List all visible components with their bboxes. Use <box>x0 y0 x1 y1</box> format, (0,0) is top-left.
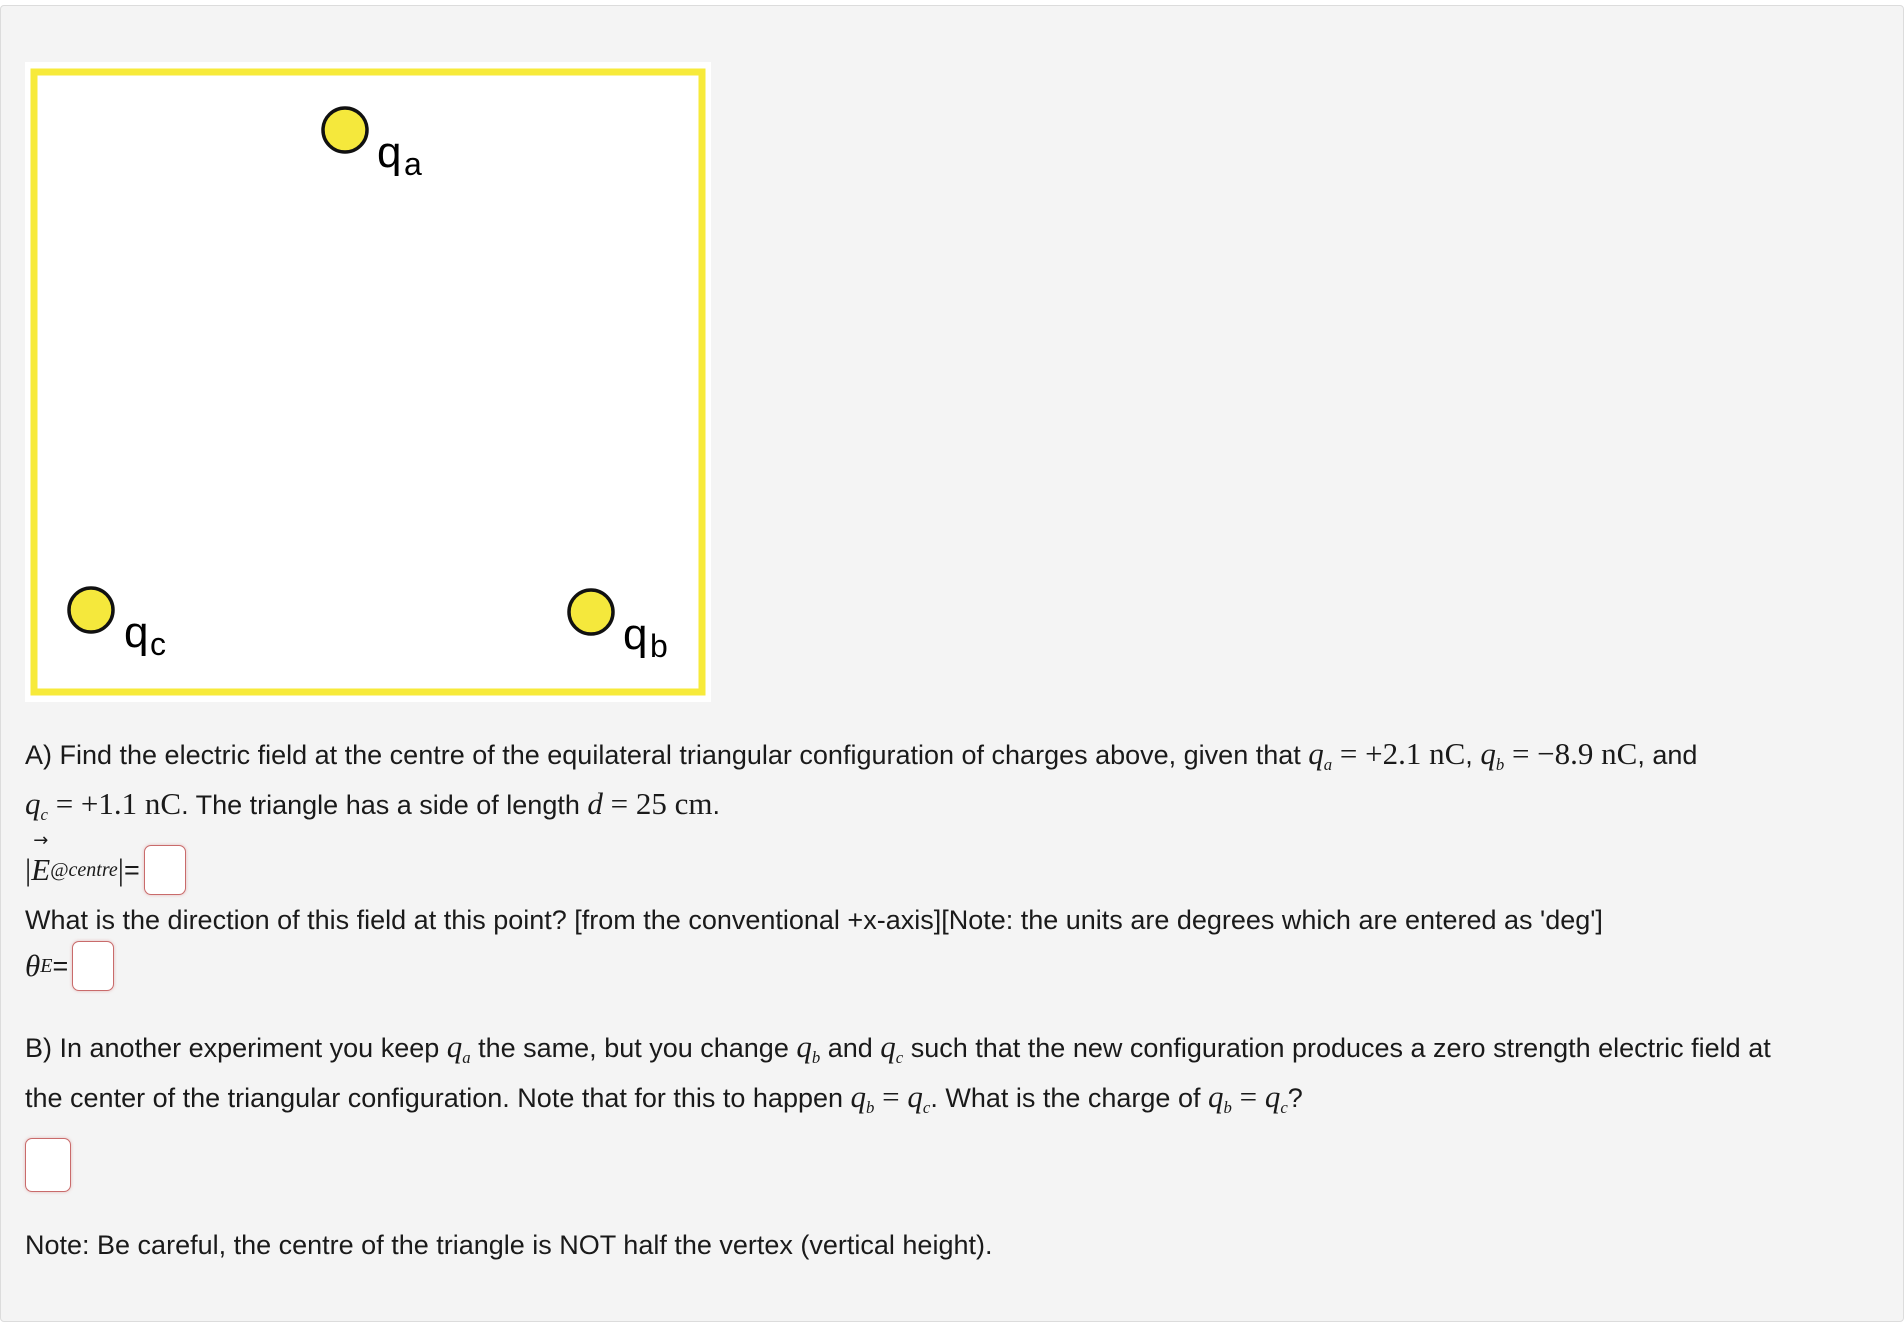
charge-qa-sub: a <box>404 146 422 182</box>
d-value: = 25 cm <box>602 785 713 821</box>
qb-value: = −8.9 nC <box>1504 736 1638 771</box>
qa-symbol: q <box>446 1029 463 1064</box>
equals-sign: = <box>124 854 140 885</box>
field-magnitude-input[interactable] <box>144 845 186 895</box>
part-b-text-segment: such that the new configuration produces a zero strength electric field at <box>903 1033 1771 1063</box>
qc-subscript: c <box>895 1047 904 1067</box>
separator: , and <box>1637 740 1698 770</box>
direction-input[interactable] <box>72 941 114 991</box>
equals-sign: = <box>874 1078 908 1114</box>
part-b-text <box>25 1027 1885 1127</box>
charge-qc-label: q <box>124 608 149 657</box>
charge-qa-marker <box>323 108 367 152</box>
note-text: Note: Be careful, the centre of the triangle is NOT half the vertex (vertical height). <box>25 1230 993 1260</box>
charge-answer-input[interactable] <box>25 1138 71 1192</box>
theta-symbol: θ <box>25 948 41 983</box>
question-mark: ? <box>1287 1082 1303 1113</box>
separator: , <box>1465 740 1481 770</box>
side-length-text: . The triangle has a side of length <box>181 789 588 820</box>
charge-diagram <box>25 62 711 702</box>
qc-symbol: q <box>907 1078 923 1114</box>
part-b-text-segment: and <box>820 1033 881 1063</box>
qb-subscript: b <box>811 1047 821 1067</box>
qb-symbol: q <box>1480 736 1496 771</box>
d-symbol: d <box>587 785 603 821</box>
qc-subscript: c <box>922 1097 931 1117</box>
charge-qb-sub: b <box>650 628 668 664</box>
theta-subscript: E <box>40 954 53 977</box>
abs-bar-open: | <box>25 852 32 887</box>
qa-value: = +2.1 nC <box>1332 736 1466 771</box>
part-a-intro: A) Find the electric field at the centre of the equilateral triangular configuration of charges above, given that <box>25 740 1309 770</box>
qb-subscript: b <box>1223 1097 1232 1117</box>
part-b-text-segment: . What is the charge of <box>930 1082 1208 1113</box>
part-b-text-segment: B) In another experiment you keep <box>25 1033 447 1063</box>
qb-symbol: q <box>796 1029 812 1064</box>
qc-subscript: c <box>40 804 48 824</box>
direction-row <box>25 941 114 991</box>
charge-qc-sub: c <box>150 626 166 662</box>
part-a-text <box>25 734 1885 834</box>
qc-subscript: c <box>1280 1097 1288 1117</box>
charge-qc-marker <box>69 588 113 632</box>
qc-symbol: q <box>25 785 41 821</box>
charge-qb-marker <box>569 590 613 634</box>
equals-sign: = <box>1231 1078 1265 1114</box>
part-b-text-segment: the center of the triangular configuration. Note that for this to happen <box>25 1082 851 1113</box>
qb-subscript: b <box>866 1097 875 1117</box>
charge-diagram-svg <box>25 62 711 702</box>
qc-value: = +1.1 nC <box>47 785 182 821</box>
qa-subscript: a <box>462 1047 471 1067</box>
qc-symbol: q <box>880 1029 896 1064</box>
field-magnitude-row <box>25 845 186 895</box>
field-vector-symbol: → E <box>31 852 50 888</box>
period: . <box>712 789 720 820</box>
field-subscript: @centre <box>50 858 118 881</box>
charge-qb-label: q <box>623 610 648 659</box>
qa-symbol: q <box>1308 736 1324 771</box>
qa-subscript: a <box>1323 754 1333 774</box>
qc-symbol: q <box>1264 1078 1281 1114</box>
qb-symbol: q <box>1207 1078 1224 1114</box>
part-b-text-segment: the same, but you change <box>470 1033 797 1063</box>
charge-qa-label: q <box>377 128 402 177</box>
equals-sign: = <box>52 950 69 981</box>
part-b-answer-row <box>25 1138 71 1192</box>
qb-subscript: b <box>1495 754 1505 774</box>
direction-question: What is the direction of this field at this point? [from the conventional +x-axis][Note: the units are degrees which are entered as 'deg'] <box>25 905 1603 935</box>
abs-bar-close: | <box>117 852 125 887</box>
qb-symbol: q <box>850 1078 867 1114</box>
